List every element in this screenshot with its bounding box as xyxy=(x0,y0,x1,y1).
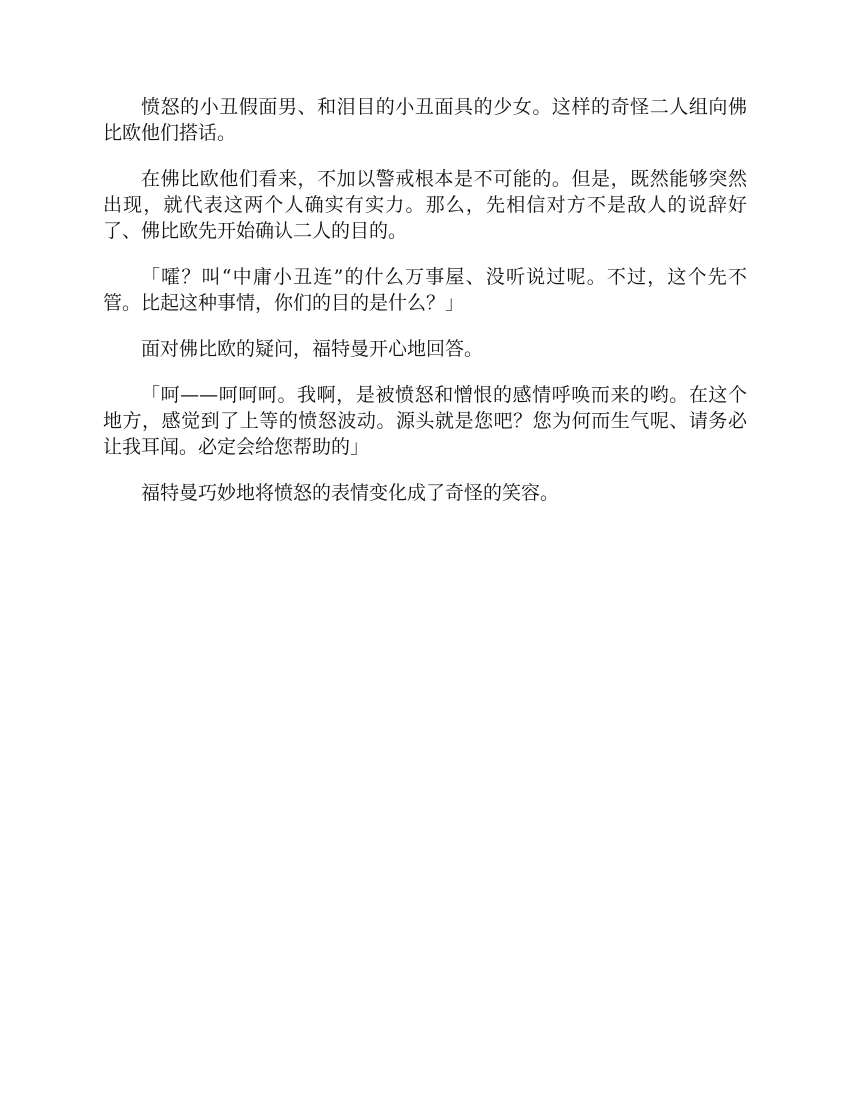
document-body xyxy=(103,94,747,526)
paragraph: 「嚯？叫“中庸小丑连”的什么万事屋、没听说过呢。不过，这个先不管。比起这种事情，你们的目的是什么？」 xyxy=(103,266,747,314)
paragraph: 在佛比欧他们看来，不加以警戒根本是不可能的。但是，既然能够突然出现，就代表这两个人确实有实力。那么，先相信对方不是敌人的说辞好了、佛比欧先开始确认二人的目的。 xyxy=(103,168,747,242)
paragraph: 福特曼巧妙地将愤怒的表情变化成了奇怪的笑容。 xyxy=(141,482,560,504)
paragraph: 面对佛比欧的疑问，福特曼开心地回答。 xyxy=(141,338,484,360)
paragraph: 愤怒的小丑假面男、和泪目的小丑面具的少女。这样的奇怪二人组向佛比欧他们搭话。 xyxy=(103,96,747,144)
paragraph: 「呵——呵呵呵。我啊，是被愤怒和憎恨的感情呼唤而来的哟。在这个地方，感觉到了上等的愤怒波动。源头就是您吧？您为何而生气呢、请务必让我耳闻。必定会给您帮助的」 xyxy=(103,384,747,458)
